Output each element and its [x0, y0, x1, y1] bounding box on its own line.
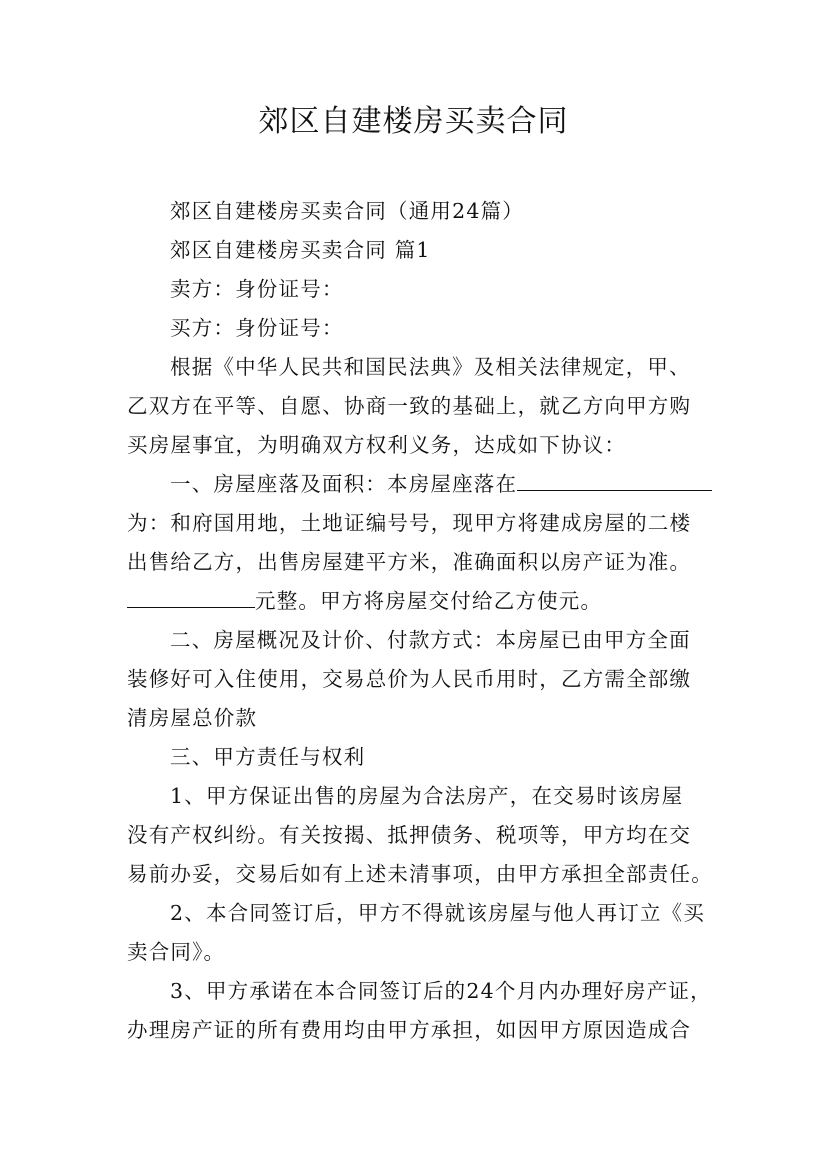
subtitle-line: 郊区自建楼房买卖合同（通用24篇） — [170, 199, 524, 223]
fill-in-blank — [517, 470, 712, 491]
paragraph-line: 没有产权纠纷。有关按揭、抵押债务、税项等，甲方均在交 — [127, 823, 692, 847]
section-heading: 郊区自建楼房买卖合同 篇1 — [170, 238, 431, 262]
paragraph-line: 买房屋事宜，为明确双方权利义务，达成如下协议： — [127, 433, 627, 457]
buyer-line: 买方：身份证号： — [170, 316, 344, 340]
seller-line: 卖方：身份证号： — [170, 277, 344, 301]
paragraph-line: 易前办妥，交易后如有上述未清事项，由甲方承担全部责任。 — [127, 862, 713, 886]
paragraph-line: 装修好可入住使用，交易总价为人民币用时，乙方需全部缴 — [127, 667, 692, 691]
paragraph-line: 办理房产证的所有费用均由甲方承担，如因甲方原因造成合 — [127, 1018, 692, 1042]
clause-text: 元整。甲方将房屋交付给乙方使元。 — [255, 589, 603, 613]
paragraph-line: 根据《中华人民共和国民法典》及相关法律规定，甲、 — [170, 355, 691, 379]
paragraph-line: 出售给乙方，出售房屋建平方米，准确面积以房产证为准。 — [127, 550, 692, 574]
clause-line — [127, 586, 727, 616]
paragraph-line: 卖合同》。 — [127, 940, 226, 964]
paragraph-line: 为：和府国用地，土地证编号号，现甲方将建成房屋的二楼 — [127, 511, 692, 535]
paragraph-line: 二、房屋概况及计价、付款方式：本房屋已由甲方全面 — [170, 628, 691, 652]
paragraph-line: 清房屋总价款 — [127, 706, 258, 730]
paragraph-line: 3、甲方承诺在本合同签订后的24个月内办理好房产证， — [170, 979, 712, 1003]
clause-line — [170, 469, 770, 499]
fill-in-blank — [127, 587, 255, 608]
document-title: 郊区自建楼房买卖合同 — [258, 104, 569, 139]
clause-text: 一、房屋座落及面积：本房屋座落在 — [170, 472, 518, 496]
paragraph-line: 1、甲方保证出售的房屋为合法房产，在交易时该房屋 — [170, 784, 684, 808]
paragraph-line: 2、本合同签订后，甲方不得就该房屋与他人再订立《买 — [170, 901, 706, 925]
paragraph-line: 乙双方在平等、自愿、协商一致的基础上，就乙方向甲方购 — [127, 394, 692, 418]
section-heading: 三、甲方责任与权利 — [170, 745, 366, 769]
